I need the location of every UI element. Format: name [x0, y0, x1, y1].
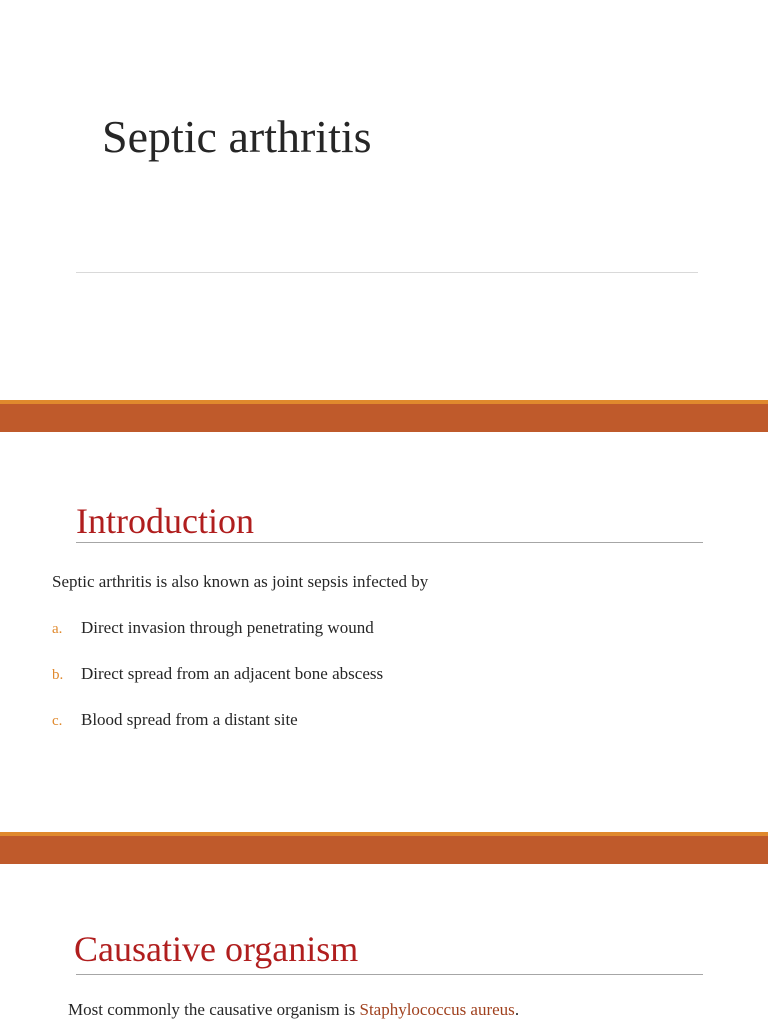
slide-separator-bar: [0, 832, 768, 864]
causative-organism-slide: [0, 864, 768, 1024]
slide-separator-bar: [0, 400, 768, 432]
slide-title: Septic arthritis: [102, 111, 372, 162]
organism-text-prefix: Most commonly the causative organism is: [68, 1000, 360, 1019]
title-divider: [76, 272, 698, 273]
causative-organism-heading: Causative organism: [74, 929, 359, 969]
list-marker: b.: [52, 667, 64, 683]
heading-divider: [76, 974, 703, 975]
list-marker: c.: [52, 713, 63, 729]
organism-text: [68, 1000, 519, 1020]
infection-routes-list: [52, 618, 383, 756]
organism-text-suffix: .: [514, 1000, 520, 1019]
heading-divider: [76, 542, 703, 543]
introduction-slide: [0, 432, 768, 832]
list-item-text: Blood spread from a distant site: [81, 710, 298, 729]
list-item-text: Direct invasion through penetrating wound: [81, 618, 374, 637]
organism-name: Staphylococcus aureus: [359, 1000, 515, 1019]
list-item: [52, 664, 383, 710]
list-item-text: Direct spread from an adjacent bone abscess: [81, 664, 384, 683]
list-marker: a.: [52, 621, 63, 637]
introduction-heading: Introduction: [76, 501, 254, 541]
intro-text: Septic arthritis is also known as joint sepsis infected by: [52, 572, 429, 591]
list-item: [52, 618, 383, 664]
list-item: [52, 710, 383, 756]
title-slide: [0, 0, 768, 400]
